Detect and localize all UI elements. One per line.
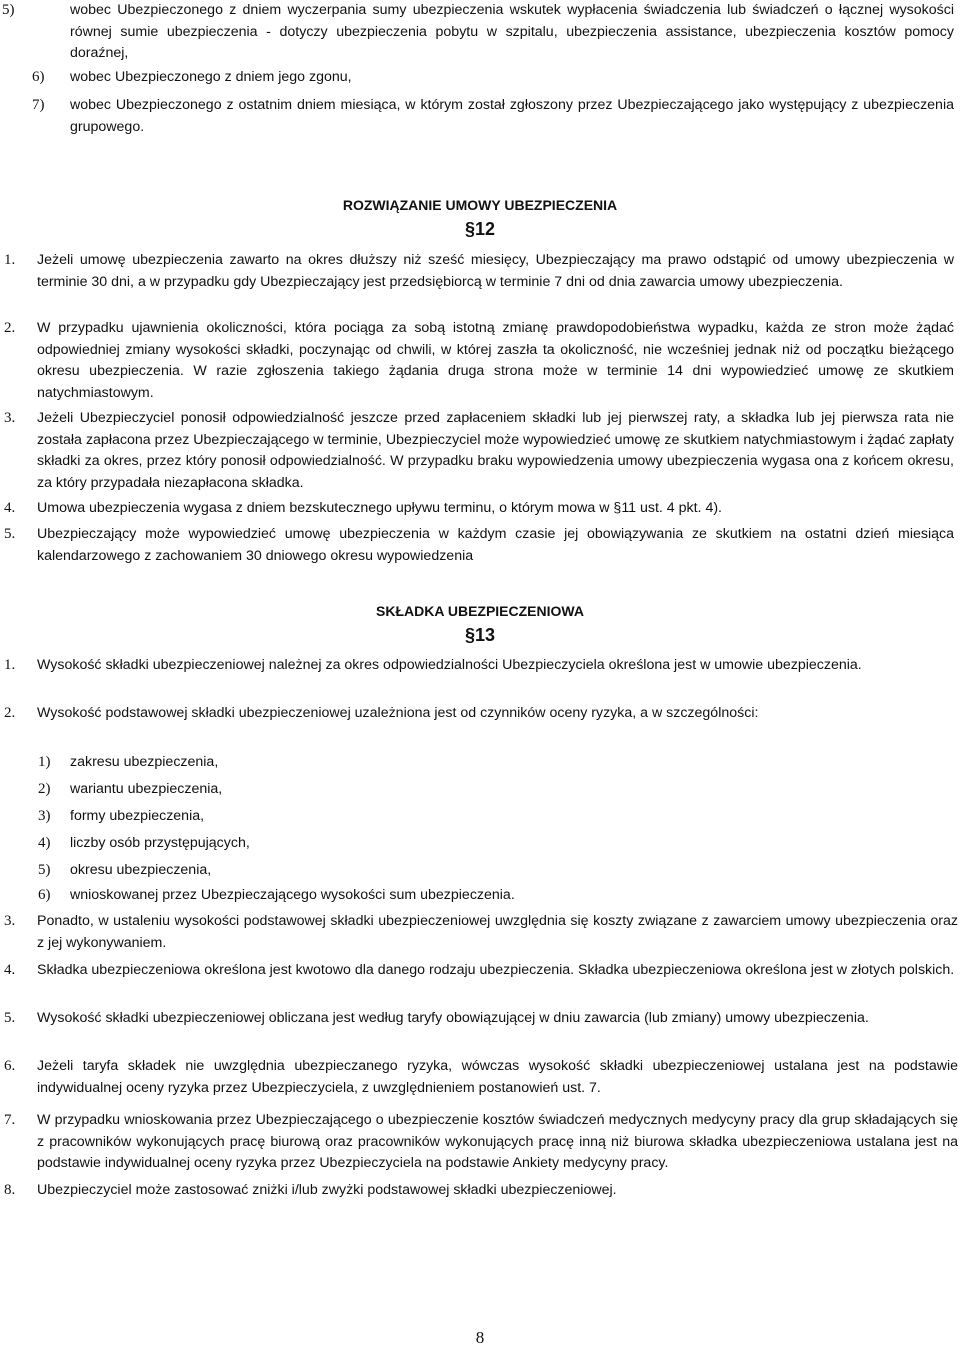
list-item-text: wobec Ubezpieczonego z ostatnim dniem miesiąca, w którym został zgłoszony przez Ubezpieczającego jako występujący z ubezpieczenia grupowego. [70, 97, 954, 135]
sub-item-number: 2) [38, 781, 51, 797]
paragraph-number: 3. [4, 410, 16, 426]
paragraph-text: Ubezpieczyciel może zastosować zniżki i/lub zwyżki podstawowej składki ubezpieczeniowej. [37, 1182, 617, 1198]
section-heading: SKŁADKA UBEZPIECZENIOWA [376, 603, 584, 619]
paragraph-number: 1. [4, 657, 16, 673]
paragraph-text: Składka ubezpieczeniowa określona jest kwotowo dla danego rodzaju ubezpieczenia. Składka ubezpieczeniowa określona jest w złotych polskich. [37, 962, 955, 978]
sub-item-number: 3) [38, 808, 51, 824]
list-item-number: 7) [32, 97, 45, 113]
sub-item-text: zakresu ubezpieczenia, [70, 754, 219, 770]
list-item-text: wobec Ubezpieczonego z dniem jego zgonu, [70, 69, 352, 85]
paragraph-number: 5. [4, 1010, 16, 1026]
paragraph-text: Wysokość składki ubezpieczeniowej obliczana jest według taryfy obowiązującej w dniu zawarcia (lub zmiany) umowy ubezpieczenia. [37, 1010, 869, 1026]
sub-item-text: wnioskowanej przez Ubezpieczającego wysokości sum ubezpieczenia. [70, 887, 515, 903]
paragraph-number: 3. [4, 913, 16, 929]
paragraph-number: 1. [4, 252, 16, 268]
list-item-number: 5) [2, 2, 15, 18]
section-symbol: §12 [464, 219, 496, 239]
sub-item-text: wariantu ubezpieczenia, [70, 781, 223, 797]
paragraph-number: 4. [4, 962, 16, 978]
paragraph-text: Ubezpieczający może wypowiedzieć umowę ubezpieczenia w każdym czasie jej obowiązywania ze skutkiem na ostatni dzień miesiąca kalendarzowego z zachowaniem 30 dniowego okresu wypowiedzenia [37, 526, 954, 564]
section-symbol: §13 [464, 625, 496, 645]
sub-item-number: 6) [38, 887, 51, 903]
sub-item-text: liczby osób przystępujących, [70, 835, 250, 851]
sub-item-number: 4) [38, 835, 51, 851]
list-item-number: 6) [32, 69, 45, 85]
paragraph-text: Jeżeli umowę ubezpieczenia zawarto na okres dłuższy niż sześć miesięcy, Ubezpieczający ma prawo odstąpić od umowy ubezpieczenia w terminie 30 dni, a w przypadku gdy Ubezpieczający jest przedsiębiorcą w terminie 7 dni od dnia zawarcia umowy ubezpieczenia. [37, 252, 954, 290]
paragraph-text: Jeżeli Ubezpieczyciel ponosił odpowiedzialność jeszcze przed zapłaceniem składki lub jej pierwszej raty, a składka lub jej pierwsza rata nie została zapłacona przez Ubezpieczającego w terminie, Ubezpieczyciel może wypowiedzieć umowę ze skutkiem natychmiastowym i żądać zapłaty składki za okres, przez który ponosił odpowiedzialność. W przypadku braku wypowiedzenia umowy ubezpieczenia wygasa ona z końcem okresu, za który przypadała niezapłacona składka. [37, 410, 954, 491]
list-item-text: wobec Ubezpieczonego z dniem wyczerpania sumy ubezpieczenia wskutek wypłacenia świadczenia lub świadczeń o łącznej wysokości równej sumie ubezpieczenia - dotyczy ubezpieczenia pobytu w szpitalu, ubezpieczenia assistance, ubezpieczenia kosztów pomocy doraźnej, [70, 2, 954, 61]
paragraph-text: Jeżeli taryfa składek nie uwzględnia ubezpieczanego ryzyka, wówczas wysokość składki ubezpieczeniowej ustalana jest na podstawie indywidualnej oceny ryzyka przez Ubezpieczyciela, z uwzględnieniem postanowień ust. 7. [37, 1058, 958, 1096]
page-number: 8 [475, 1328, 485, 1347]
paragraph-text: Umowa ubezpieczenia wygasa z dniem bezskutecznego upływu terminu, o którym mowa w §11 ust. 4 pkt. 4). [37, 500, 722, 516]
paragraph-number: 8. [4, 1182, 16, 1198]
sub-item-text: formy ubezpieczenia, [70, 808, 205, 824]
paragraph-number: 2. [4, 320, 16, 336]
paragraph-text: Ponadto, w ustaleniu wysokości podstawowej składki ubezpieczeniowej uwzględnia się koszty związane z zawarciem umowy ubezpieczenia oraz z jej wykonywaniem. [37, 913, 958, 951]
section-heading: ROZWIĄZANIE UMOWY UBEZPIECZENIA [342, 197, 618, 213]
paragraph-number: 6. [4, 1058, 16, 1074]
paragraph-text: W przypadku ujawnienia okoliczności, która pociąga za sobą istotną zmianę prawdopodobieństwa wypadku, każda ze stron może żądać odpowiedniej zmiany wysokości składki, poczynając od chwili, w której zaszła ta okoliczność, nie wcześniej jednak niż od początku bieżącego okresu ubezpieczenia. W razie zgłoszenia takiego żądania druga strona może w terminie 14 dni wypowiedzieć umowę ze skutkiem natychmiastowym. [37, 320, 954, 401]
paragraph-text: Wysokość składki ubezpieczeniowej należnej za okres odpowiedzialności Ubezpieczyciela określona jest w umowie ubezpieczenia. [37, 657, 862, 673]
paragraph-text: Wysokość podstawowej składki ubezpieczeniowej uzależniona jest od czynników oceny ryzyka, a w szczególności: [37, 705, 759, 721]
sub-item-text: okresu ubezpieczenia, [70, 862, 212, 878]
paragraph-number: 5. [4, 526, 16, 542]
paragraph-number: 7. [4, 1112, 16, 1128]
sub-item-number: 5) [38, 862, 51, 878]
paragraph-number: 2. [4, 705, 16, 721]
paragraph-text: W przypadku wnioskowania przez Ubezpieczającego o ubezpieczenie kosztów świadczeń medycznych medycyny pracy dla grup składających się z pracowników wykonujących pracę biurową oraz pracowników wykonujących pracę inną niż biurowa składka ubezpieczeniowa ustalana jest na podstawie indywidualnej oceny ryzyka przez Ubezpieczyciela na podstawie Ankiety medycyny pracy. [37, 1112, 958, 1171]
sub-item-number: 1) [38, 754, 51, 770]
paragraph-number: 4. [4, 500, 16, 516]
